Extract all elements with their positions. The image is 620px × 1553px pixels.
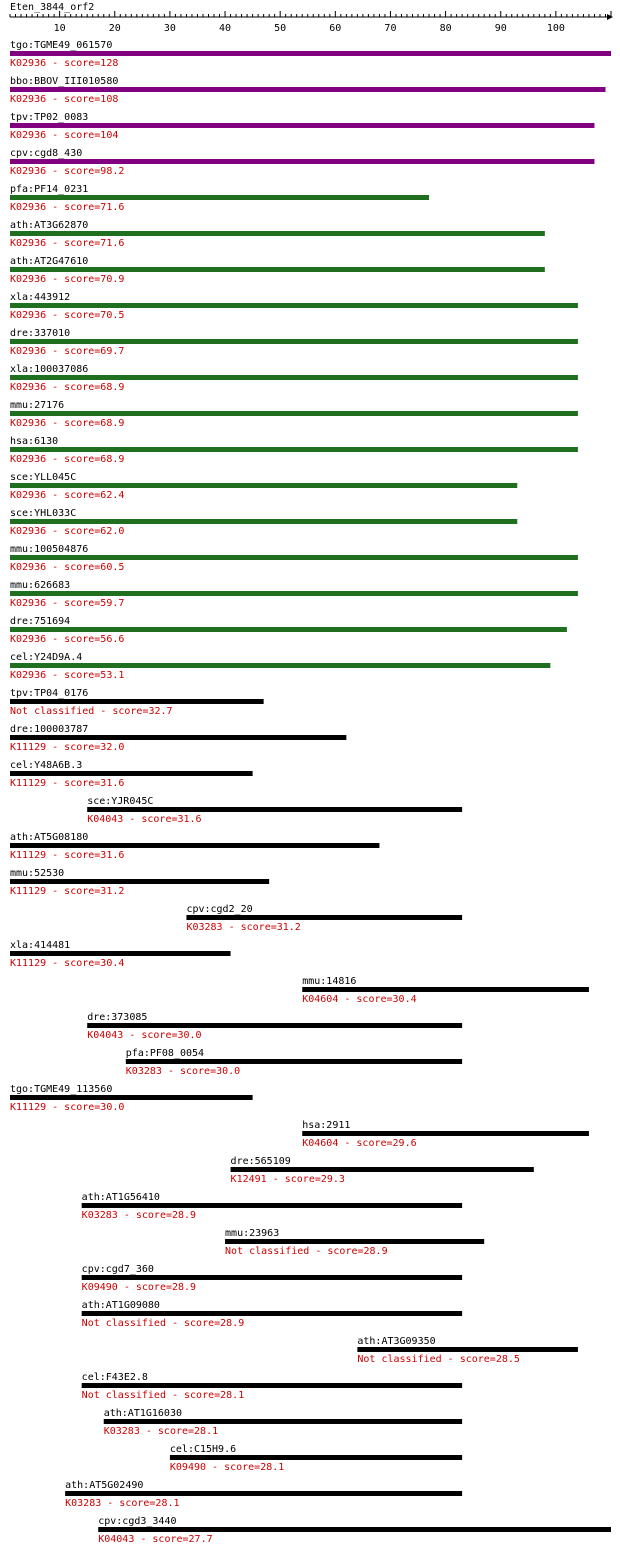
hit-name[interactable]: hsa:6130 bbox=[10, 436, 59, 447]
hit-name[interactable]: dre:751694 bbox=[10, 616, 71, 627]
hit-annotation[interactable]: K02936 - score=71.6 bbox=[10, 238, 125, 249]
hit-alignment-bar[interactable] bbox=[65, 1491, 462, 1496]
hit-annotation[interactable]: K03283 - score=30.0 bbox=[125, 1066, 241, 1077]
hit-row[interactable] bbox=[10, 688, 264, 717]
hit-annotation[interactable]: K02936 - score=59.7 bbox=[10, 598, 125, 609]
hit-name[interactable]: dre:100003787 bbox=[10, 724, 89, 735]
hit-row[interactable] bbox=[10, 40, 611, 69]
hit-name[interactable]: ath:AT3G62870 bbox=[10, 220, 89, 231]
hit-row[interactable] bbox=[10, 292, 578, 321]
hit-alignment-bar[interactable] bbox=[10, 627, 567, 632]
hit-annotation[interactable]: K11129 - score=32.0 bbox=[10, 742, 125, 753]
hit-name[interactable]: ath:AT5G08180 bbox=[10, 832, 89, 843]
hit-name[interactable]: cel:C15H9.6 bbox=[169, 1444, 237, 1455]
hit-name[interactable]: xla:414481 bbox=[10, 940, 71, 951]
hit-row[interactable] bbox=[82, 1372, 462, 1401]
hit-alignment-bar[interactable] bbox=[10, 123, 594, 128]
hit-name[interactable]: mmu:100504876 bbox=[10, 544, 89, 555]
hit-row[interactable] bbox=[10, 220, 545, 249]
hit-row[interactable] bbox=[10, 760, 253, 789]
hit-name[interactable]: tgo:TGME49_061570 bbox=[10, 40, 113, 51]
hit-alignment-bar[interactable] bbox=[302, 987, 589, 992]
hit-name[interactable]: cpv:cgd2_20 bbox=[186, 904, 253, 915]
hit-annotation[interactable]: K02936 - score=98.2 bbox=[10, 166, 125, 177]
hit-row[interactable] bbox=[10, 616, 567, 645]
hit-row[interactable] bbox=[302, 1120, 589, 1149]
hit-row[interactable] bbox=[82, 1264, 462, 1293]
ruler-arrow-icon bbox=[607, 14, 613, 20]
query-title: Eten_3844_orf2 bbox=[10, 2, 95, 13]
hit-alignment-bar[interactable] bbox=[10, 735, 346, 740]
hit-annotation[interactable]: K02936 - score=60.5 bbox=[10, 562, 125, 573]
hit-annotation[interactable]: K12491 - score=29.3 bbox=[230, 1174, 345, 1185]
ruler-tick-label: 90 bbox=[494, 23, 507, 34]
hit-name[interactable]: bbo:BBOV_III010580 bbox=[10, 76, 119, 87]
hit-alignment-bar[interactable] bbox=[170, 1455, 462, 1460]
hit-name[interactable]: cel:F43E2.8 bbox=[81, 1372, 148, 1383]
hit-name[interactable]: tpv:TP02_0083 bbox=[10, 112, 89, 123]
hit-row[interactable] bbox=[231, 1156, 534, 1185]
hit-alignment-bar[interactable] bbox=[10, 591, 578, 596]
hit-alignment-bar[interactable] bbox=[10, 375, 578, 380]
hit-row[interactable] bbox=[225, 1228, 484, 1257]
ruler-tick-label: 60 bbox=[329, 23, 342, 34]
hit-annotation[interactable]: K03283 - score=28.1 bbox=[65, 1498, 180, 1509]
hit-name[interactable]: pfa:PF14_0231 bbox=[10, 184, 89, 195]
hit-name[interactable]: dre:373085 bbox=[87, 1012, 148, 1023]
hit-annotation[interactable]: K02936 - score=68.9 bbox=[10, 418, 125, 429]
hit-alignment-bar[interactable] bbox=[87, 807, 462, 812]
hit-row[interactable] bbox=[186, 904, 462, 933]
hit-alignment-bar[interactable] bbox=[10, 483, 517, 488]
hit-alignment-bar[interactable] bbox=[10, 519, 517, 524]
hit-alignment-bar[interactable] bbox=[87, 1023, 462, 1028]
hit-row[interactable] bbox=[82, 1300, 462, 1329]
hit-name[interactable]: ath:AT3G09350 bbox=[357, 1336, 436, 1347]
hit-name[interactable]: ath:AT2G47610 bbox=[10, 256, 89, 267]
hit-alignment-bar[interactable] bbox=[10, 663, 550, 668]
hit-name[interactable]: mmu:14816 bbox=[302, 976, 357, 987]
hit-annotation[interactable]: K02936 - score=62.4 bbox=[10, 490, 125, 501]
hit-row[interactable] bbox=[357, 1336, 578, 1365]
hit-alignment-bar[interactable] bbox=[10, 303, 578, 308]
hit-annotation[interactable]: Not classified - score=32.7 bbox=[10, 706, 173, 717]
hit-annotation[interactable]: K09490 - score=28.9 bbox=[81, 1282, 197, 1293]
hit-row[interactable] bbox=[10, 112, 594, 141]
hit-annotation[interactable]: K11129 - score=31.6 bbox=[10, 778, 125, 789]
hit-row[interactable] bbox=[10, 940, 231, 969]
ruler-tick-label: 80 bbox=[439, 23, 452, 34]
hit-annotation[interactable]: Not classified - score=28.9 bbox=[81, 1318, 245, 1329]
hit-alignment-bar[interactable] bbox=[10, 555, 578, 560]
ruler-tick-label: 70 bbox=[384, 23, 397, 34]
hit-annotation[interactable]: K04604 - score=29.6 bbox=[302, 1138, 417, 1149]
hit-annotation[interactable]: K03283 - score=28.1 bbox=[103, 1426, 219, 1437]
hit-alignment-bar[interactable] bbox=[186, 915, 462, 920]
hit-alignment-bar[interactable] bbox=[10, 159, 594, 164]
hit-row[interactable] bbox=[10, 76, 605, 105]
scale-ruler bbox=[10, 11, 613, 34]
hit-alignment-bar[interactable] bbox=[10, 51, 611, 56]
hit-name[interactable]: xla:100037086 bbox=[10, 364, 89, 375]
hit-annotation[interactable]: K04604 - score=30.4 bbox=[302, 994, 417, 1005]
ruler-tick-label: 20 bbox=[108, 23, 121, 34]
hit-annotation[interactable]: K11129 - score=31.6 bbox=[10, 850, 125, 861]
hit-annotation[interactable]: K02936 - score=71.6 bbox=[10, 202, 125, 213]
hit-row[interactable] bbox=[10, 1084, 253, 1113]
hit-alignment-bar[interactable] bbox=[10, 879, 269, 884]
hit-name[interactable]: cpv:cgd7_360 bbox=[81, 1264, 154, 1275]
hit-alignment-bar[interactable] bbox=[357, 1347, 578, 1352]
hit-name[interactable]: pfa:PF08_0054 bbox=[125, 1048, 205, 1059]
hit-alignment-bar[interactable] bbox=[82, 1203, 462, 1208]
hit-alignment-bar[interactable] bbox=[10, 447, 578, 452]
hit-row[interactable] bbox=[10, 832, 379, 861]
hit-annotation[interactable]: K11129 - score=30.4 bbox=[10, 958, 125, 969]
hit-alignment-bar[interactable] bbox=[10, 1095, 253, 1100]
hit-name[interactable]: mmu:23963 bbox=[225, 1228, 280, 1239]
hit-name[interactable]: ath:AT1G16030 bbox=[103, 1408, 183, 1419]
hit-annotation[interactable]: Not classified - score=28.9 bbox=[225, 1246, 388, 1257]
hit-alignment-bar[interactable] bbox=[10, 951, 231, 956]
hit-alignment-bar[interactable] bbox=[82, 1383, 462, 1388]
hit-annotation[interactable]: K09490 - score=28.1 bbox=[169, 1462, 285, 1473]
hit-name[interactable]: mmu:52530 bbox=[10, 868, 65, 879]
hit-row[interactable] bbox=[10, 508, 517, 537]
hit-annotation[interactable]: K02936 - score=56.6 bbox=[10, 634, 125, 645]
hit-row[interactable] bbox=[126, 1048, 462, 1077]
hit-name[interactable]: mmu:626683 bbox=[10, 580, 71, 591]
hit-name[interactable]: sce:YLL045C bbox=[10, 472, 77, 483]
hit-alignment-bar[interactable] bbox=[302, 1131, 589, 1136]
hit-row[interactable] bbox=[302, 976, 589, 1005]
ruler-tick-label: 40 bbox=[219, 23, 232, 34]
hit-annotation[interactable]: K02936 - score=108 bbox=[10, 94, 119, 105]
hit-annotation[interactable]: K02936 - score=104 bbox=[10, 130, 119, 141]
hit-name[interactable]: cpv:cgd8_430 bbox=[10, 148, 83, 159]
hit-alignment-bar[interactable] bbox=[10, 267, 545, 272]
hit-row[interactable] bbox=[87, 796, 462, 825]
hit-row[interactable] bbox=[10, 256, 545, 285]
hit-row[interactable] bbox=[98, 1516, 611, 1545]
hit-annotation[interactable]: K11129 - score=31.2 bbox=[10, 886, 125, 897]
hit-row[interactable] bbox=[10, 400, 578, 429]
hit-alignment-bar[interactable] bbox=[10, 87, 605, 92]
hit-alignment-bar[interactable] bbox=[126, 1059, 462, 1064]
hit-annotation[interactable]: K02936 - score=68.9 bbox=[10, 454, 125, 465]
hit-name[interactable]: ath:AT5G02490 bbox=[65, 1480, 144, 1491]
hit-row[interactable] bbox=[65, 1480, 462, 1509]
hit-annotation[interactable]: K03283 - score=28.9 bbox=[81, 1210, 197, 1221]
hit-name[interactable]: cel:Y24D9A.4 bbox=[10, 652, 83, 663]
hit-annotation[interactable]: K02936 - score=53.1 bbox=[10, 670, 125, 681]
hit-row[interactable] bbox=[87, 1012, 462, 1041]
ruler-tick-label: 30 bbox=[163, 23, 176, 34]
hit-name[interactable]: ath:AT1G56410 bbox=[81, 1192, 160, 1203]
hit-row[interactable] bbox=[10, 184, 429, 213]
hit-alignment-bar[interactable] bbox=[10, 231, 545, 236]
hit-alignment-bar[interactable] bbox=[82, 1311, 462, 1316]
hit-row[interactable] bbox=[10, 652, 550, 681]
hit-row[interactable] bbox=[10, 364, 578, 393]
hit-row[interactable] bbox=[170, 1444, 462, 1473]
hit-name[interactable]: sce:YJR045C bbox=[87, 796, 154, 807]
hit-annotation[interactable]: K04043 - score=31.6 bbox=[87, 814, 202, 825]
hit-annotation[interactable]: K02936 - score=69.7 bbox=[10, 346, 125, 357]
hit-row[interactable] bbox=[10, 868, 269, 897]
hit-annotation[interactable]: K02936 - score=128 bbox=[10, 58, 119, 69]
hit-list bbox=[10, 40, 611, 1545]
hit-name[interactable]: cpv:cgd3_3440 bbox=[98, 1516, 177, 1527]
hit-row[interactable] bbox=[10, 436, 578, 465]
hit-alignment-bar[interactable] bbox=[98, 1527, 611, 1532]
hit-row[interactable] bbox=[10, 148, 594, 177]
hit-annotation[interactable]: Not classified - score=28.1 bbox=[81, 1390, 245, 1401]
hit-name[interactable]: hsa:2911 bbox=[302, 1120, 351, 1131]
hit-row[interactable] bbox=[104, 1408, 462, 1437]
hit-annotation[interactable]: K04043 - score=30.0 bbox=[87, 1030, 202, 1041]
hit-annotation[interactable]: K11129 - score=30.0 bbox=[10, 1102, 125, 1113]
hit-name[interactable]: tgo:TGME49_113560 bbox=[10, 1084, 113, 1095]
hit-row[interactable] bbox=[10, 580, 578, 609]
ruler-tick-label: 50 bbox=[274, 23, 287, 34]
ruler-tick-label: 10 bbox=[53, 23, 66, 34]
hit-alignment-bar[interactable] bbox=[104, 1419, 462, 1424]
hit-name[interactable]: tpv:TP04_0176 bbox=[10, 688, 89, 699]
hit-annotation[interactable]: K02936 - score=70.5 bbox=[10, 310, 125, 321]
hit-name[interactable]: mmu:27176 bbox=[10, 400, 65, 411]
hit-alignment-bar[interactable] bbox=[231, 1167, 534, 1172]
hit-alignment-bar[interactable] bbox=[82, 1275, 462, 1280]
hit-annotation[interactable]: K02936 - score=68.9 bbox=[10, 382, 125, 393]
hit-name[interactable]: dre:337010 bbox=[10, 328, 71, 339]
hit-row[interactable] bbox=[10, 472, 517, 501]
hit-name[interactable]: xla:443912 bbox=[10, 292, 71, 303]
hit-alignment-bar[interactable] bbox=[10, 339, 578, 344]
hit-row[interactable] bbox=[82, 1192, 462, 1221]
hit-name[interactable]: sce:YHL033C bbox=[10, 508, 77, 519]
hit-alignment-bar[interactable] bbox=[10, 843, 379, 848]
hit-alignment-bar[interactable] bbox=[10, 195, 429, 200]
ruler-tick-label: 100 bbox=[546, 23, 565, 34]
hit-row[interactable] bbox=[10, 544, 578, 573]
hit-annotation[interactable]: K04043 - score=27.7 bbox=[98, 1534, 213, 1545]
hit-row[interactable] bbox=[10, 328, 578, 357]
hit-alignment-bar[interactable] bbox=[10, 411, 578, 416]
hit-annotation[interactable]: K02936 - score=70.9 bbox=[10, 274, 125, 285]
hit-alignment-bar[interactable] bbox=[10, 771, 253, 776]
hit-annotation[interactable]: Not classified - score=28.5 bbox=[357, 1354, 520, 1365]
hit-annotation[interactable]: K02936 - score=62.0 bbox=[10, 526, 125, 537]
hit-annotation[interactable]: K03283 - score=31.2 bbox=[186, 922, 301, 933]
hit-row[interactable] bbox=[10, 724, 346, 753]
hit-name[interactable]: cel:Y48A6B.3 bbox=[10, 760, 83, 771]
hit-name[interactable]: dre:565109 bbox=[230, 1156, 291, 1167]
hit-alignment-bar[interactable] bbox=[225, 1239, 484, 1244]
hit-alignment-bar[interactable] bbox=[10, 699, 264, 704]
hit-name[interactable]: ath:AT1G09080 bbox=[81, 1300, 160, 1311]
